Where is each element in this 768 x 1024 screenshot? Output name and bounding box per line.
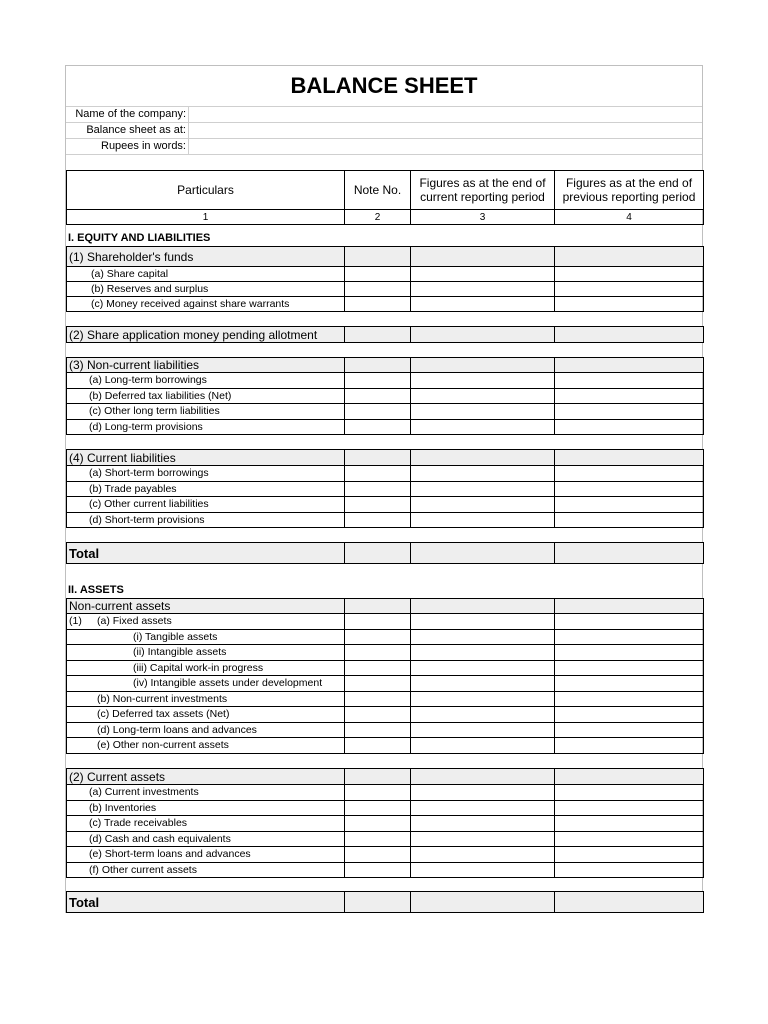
row-label: (d) Short-term provisions <box>89 513 205 526</box>
table-row-label-cell <box>66 629 345 646</box>
table-row-label-cell <box>66 660 345 677</box>
total-row-equity <box>66 542 345 564</box>
company-name-label: Name of the company: <box>75 108 186 120</box>
header-text: Figures as at the end of <box>419 176 546 190</box>
row-label: (c) Other long term liabilities <box>89 405 220 418</box>
row-label: (i) Tangible assets <box>133 630 218 643</box>
section-heading-assets: II. ASSETS <box>68 584 124 596</box>
table-row-value-cell[interactable] <box>554 403 704 420</box>
table-row-value-cell[interactable] <box>344 784 411 801</box>
header-text: current reporting period <box>420 190 545 204</box>
row-label: (iii) Capital work-in progress <box>133 661 264 674</box>
table-row-value-cell[interactable] <box>554 598 704 614</box>
column-header-current-period <box>410 170 555 210</box>
table-row-value-cell[interactable] <box>344 403 411 420</box>
table-row-value-cell[interactable] <box>344 613 411 630</box>
column-number: 1 <box>66 209 345 225</box>
table-row-label-cell <box>66 512 345 529</box>
balance-sheet-form <box>65 65 703 913</box>
table-row-label-cell <box>66 266 345 282</box>
column-number: 3 <box>410 209 555 225</box>
table-row-value-cell[interactable] <box>410 800 555 817</box>
table-row-label-cell <box>66 722 345 739</box>
row-number-label: (1) <box>69 615 82 628</box>
table-row-value-cell[interactable] <box>410 644 555 661</box>
row-label: (a) Share capital <box>91 268 169 280</box>
table-row-value-cell[interactable] <box>410 496 555 513</box>
table-row-value-cell[interactable] <box>410 388 555 405</box>
table-row-value-cell[interactable] <box>410 296 555 312</box>
table-row-label-cell <box>66 372 345 389</box>
table-row-value-cell[interactable] <box>554 800 704 817</box>
total-row-assets <box>66 891 345 913</box>
row-label: (b) Deferred tax liabilities (Net) <box>89 389 232 402</box>
row-label: (b) Inventories <box>89 801 157 814</box>
table-row-value-cell[interactable] <box>554 737 704 754</box>
table-row-value-cell[interactable] <box>554 831 704 848</box>
table-row-label-cell <box>66 831 345 848</box>
table-row-value-cell[interactable] <box>554 691 704 708</box>
page-title: BALANCE SHEET <box>290 73 478 98</box>
table-row-value-cell[interactable] <box>554 512 704 529</box>
table-row-value-cell[interactable] <box>410 465 555 482</box>
table-row-value-cell[interactable] <box>344 449 411 466</box>
table-row-value-cell[interactable] <box>554 465 704 482</box>
row-label: (a) Fixed assets <box>97 615 172 628</box>
table-row-value-cell[interactable] <box>410 613 555 630</box>
table-row-value-cell[interactable] <box>344 266 411 282</box>
row-label: (c) Other current liabilities <box>89 498 209 511</box>
table-row-label-cell <box>66 388 345 405</box>
company-name-field[interactable] <box>189 107 703 122</box>
table-row-value-cell[interactable] <box>554 722 704 739</box>
table-row-value-cell[interactable] <box>344 706 411 723</box>
table-row-value-cell[interactable] <box>344 862 411 879</box>
row-label: (a) Current investments <box>89 786 199 799</box>
table-row-label-cell <box>66 281 345 297</box>
table-row-value-cell[interactable] <box>410 403 555 420</box>
table-row-value-cell[interactable] <box>410 281 555 297</box>
table-row-label-cell <box>66 496 345 513</box>
table-row-value-cell[interactable] <box>344 737 411 754</box>
row-label: (3) Non-current liabilities <box>69 358 200 372</box>
table-row-value-cell[interactable] <box>410 326 555 343</box>
row-label: (d) Cash and cash equivalents <box>89 832 231 845</box>
section-heading-equity: I. EQUITY AND LIABILITIES <box>68 232 211 244</box>
table-row-value-cell[interactable] <box>344 815 411 832</box>
table-row-label-cell <box>66 613 345 630</box>
row-label: (4) Current liabilities <box>69 450 176 465</box>
table-row-value-cell[interactable] <box>344 831 411 848</box>
table-row-value-cell[interactable] <box>410 266 555 282</box>
column-header-previous-period <box>554 170 704 210</box>
table-row-value-cell[interactable] <box>410 691 555 708</box>
table-row-label-cell <box>66 784 345 801</box>
table-row-value-cell[interactable] <box>554 644 704 661</box>
row-label: (2) Current assets <box>69 769 166 784</box>
row-label: (b) Trade payables <box>89 482 177 495</box>
table-row-label-cell <box>66 846 345 863</box>
table-row-value-cell[interactable] <box>554 326 704 343</box>
table-row-value-cell[interactable] <box>344 722 411 739</box>
table-row-value-cell[interactable] <box>410 372 555 389</box>
table-row-value-cell[interactable] <box>344 629 411 646</box>
table-row-value-cell[interactable] <box>410 419 555 436</box>
row-label: (c) Money received against share warrants <box>91 298 290 310</box>
table-row-value-cell[interactable] <box>410 815 555 832</box>
table-row-value-cell[interactable] <box>410 598 555 614</box>
table-row-value-cell[interactable] <box>410 706 555 723</box>
row-label: (a) Long-term borrowings <box>89 374 207 387</box>
table-row-label-cell <box>66 465 345 482</box>
row-label: (e) Other non-current assets <box>97 739 229 752</box>
table-row-value-cell[interactable] <box>554 706 704 723</box>
group-row-share-application <box>66 326 345 343</box>
row-label: (a) Short-term borrowings <box>89 467 209 480</box>
table-row-value-cell[interactable] <box>410 357 555 373</box>
table-row-value-cell[interactable] <box>410 660 555 677</box>
table-row-value-cell[interactable] <box>554 281 704 297</box>
table-row-label-cell <box>66 862 345 879</box>
table-row-value-cell[interactable] <box>410 862 555 879</box>
table-row-value-cell[interactable] <box>410 722 555 739</box>
row-label: Non-current assets <box>69 599 171 613</box>
rupees-in-words-field[interactable] <box>189 139 703 154</box>
table-row-value-cell[interactable] <box>344 372 411 389</box>
table-row-value-cell[interactable] <box>344 800 411 817</box>
table-row-value-cell[interactable] <box>410 542 555 564</box>
table-row-label-cell <box>66 296 345 312</box>
table-row-value-cell[interactable] <box>410 737 555 754</box>
table-row-value-cell[interactable] <box>554 768 704 785</box>
table-row-value-cell[interactable] <box>344 326 411 343</box>
table-row-label-cell <box>66 481 345 498</box>
row-label: (c) Trade receivables <box>89 817 188 830</box>
table-row-value-cell[interactable] <box>410 449 555 466</box>
row-label: (ii) Intangible assets <box>133 646 227 659</box>
header-text: Figures as at the end of <box>565 176 693 190</box>
table-row-value-cell[interactable] <box>554 815 704 832</box>
group-row-noncurrent-assets <box>66 598 345 614</box>
table-row-label-cell <box>66 691 345 708</box>
table-row-value-cell[interactable] <box>410 846 555 863</box>
table-row-value-cell[interactable] <box>344 388 411 405</box>
table-row-label-cell <box>66 675 345 692</box>
group-row-current-assets <box>66 768 345 785</box>
row-label: (c) Deferred tax assets (Net) <box>97 708 230 721</box>
row-label: (e) Short-term loans and advances <box>89 848 251 861</box>
table-row-value-cell[interactable] <box>554 675 704 692</box>
table-row-value-cell[interactable] <box>554 246 704 267</box>
column-header-note: Note No. <box>344 170 411 210</box>
table-row-label-cell <box>66 737 345 754</box>
table-row-value-cell[interactable] <box>344 481 411 498</box>
row-label: (d) Long-term loans and advances <box>97 723 257 736</box>
balance-sheet-date-field[interactable] <box>189 123 703 138</box>
table-row-value-cell[interactable] <box>410 481 555 498</box>
table-row-label-cell <box>66 644 345 661</box>
table-row-value-cell[interactable] <box>554 449 704 466</box>
table-row-value-cell[interactable] <box>554 481 704 498</box>
header-text: previous reporting period <box>562 190 696 204</box>
table-row-value-cell[interactable] <box>554 660 704 677</box>
table-row-value-cell[interactable] <box>344 246 411 267</box>
table-row-value-cell[interactable] <box>410 512 555 529</box>
table-row-value-cell[interactable] <box>554 613 704 630</box>
table-row-value-cell[interactable] <box>344 465 411 482</box>
table-row-value-cell[interactable] <box>554 891 704 913</box>
table-row-value-cell[interactable] <box>410 784 555 801</box>
column-header-particulars: Particulars <box>66 170 345 210</box>
table-row-value-cell[interactable] <box>344 691 411 708</box>
divider <box>188 106 189 154</box>
table-row-value-cell[interactable] <box>410 768 555 785</box>
table-row-value-cell[interactable] <box>344 419 411 436</box>
table-row-value-cell[interactable] <box>410 675 555 692</box>
row-label: (iv) Intangible assets under development <box>133 677 323 690</box>
table-row-label-cell <box>66 706 345 723</box>
row-label: (b) Reserves and surplus <box>91 283 209 295</box>
table-row-value-cell[interactable] <box>344 512 411 529</box>
table-row-value-cell[interactable] <box>410 831 555 848</box>
table-row-value-cell[interactable] <box>554 542 704 564</box>
table-row-value-cell[interactable] <box>410 246 555 267</box>
row-label: (d) Long-term provisions <box>89 420 203 433</box>
table-row-value-cell[interactable] <box>344 357 411 373</box>
table-row-value-cell[interactable] <box>344 768 411 785</box>
row-label: Total <box>69 895 100 910</box>
group-row-noncurrent-liabilities <box>66 357 345 373</box>
table-row-value-cell[interactable] <box>410 891 555 913</box>
table-row-value-cell[interactable] <box>554 784 704 801</box>
table-row-value-cell[interactable] <box>344 660 411 677</box>
table-row-value-cell[interactable] <box>344 281 411 297</box>
table-row-value-cell[interactable] <box>554 496 704 513</box>
table-row-label-cell <box>66 815 345 832</box>
row-label: Total <box>69 546 100 561</box>
row-label: (b) Non-current investments <box>97 692 228 705</box>
table-row-value-cell[interactable] <box>410 629 555 646</box>
table-row-value-cell[interactable] <box>554 357 704 373</box>
table-row-value-cell[interactable] <box>344 891 411 913</box>
table-row-value-cell[interactable] <box>344 598 411 614</box>
row-label: (f) Other current assets <box>89 863 197 876</box>
divider <box>66 154 702 155</box>
table-row-value-cell[interactable] <box>344 644 411 661</box>
table-row-label-cell <box>66 800 345 817</box>
table-row-value-cell[interactable] <box>554 296 704 312</box>
table-row-label-cell <box>66 419 345 436</box>
rupees-in-words-label: Rupees in words: <box>101 140 186 152</box>
group-row-current-liabilities <box>66 449 345 466</box>
table-row-value-cell[interactable] <box>344 496 411 513</box>
table-row-value-cell[interactable] <box>554 419 704 436</box>
table-row-value-cell[interactable] <box>554 862 704 879</box>
table-row-value-cell[interactable] <box>554 388 704 405</box>
table-row-label-cell <box>66 403 345 420</box>
row-label: (2) Share application money pending allotment <box>69 327 318 342</box>
table-row-value-cell[interactable] <box>344 846 411 863</box>
table-row-value-cell[interactable] <box>554 266 704 282</box>
table-row-value-cell[interactable] <box>554 629 704 646</box>
table-row-value-cell[interactable] <box>344 296 411 312</box>
column-number: 4 <box>554 209 704 225</box>
column-number: 2 <box>344 209 411 225</box>
balance-sheet-date-label: Balance sheet as at: <box>86 124 186 136</box>
table-row-value-cell[interactable] <box>554 846 704 863</box>
table-row-value-cell[interactable] <box>344 675 411 692</box>
row-label: (1) Shareholder's funds <box>69 249 194 264</box>
table-row-value-cell[interactable] <box>344 542 411 564</box>
group-row-shareholders-funds <box>66 246 345 267</box>
table-row-value-cell[interactable] <box>554 372 704 389</box>
